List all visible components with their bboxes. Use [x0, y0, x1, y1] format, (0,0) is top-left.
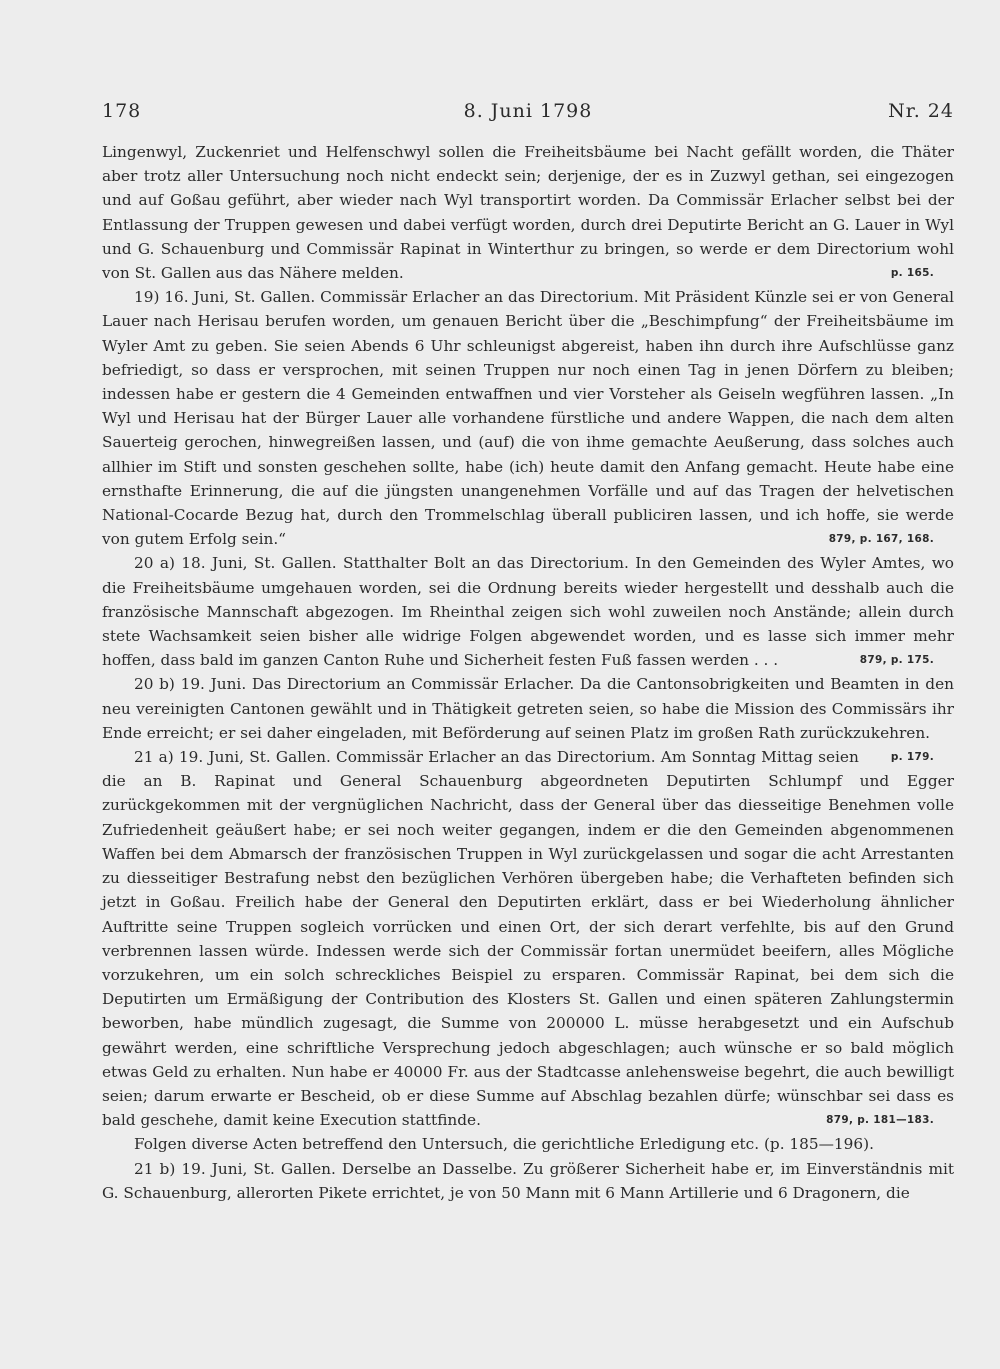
paragraph — [102, 745, 954, 1132]
paragraph — [102, 140, 954, 285]
paragraph-text: Lingenwyl, Zuckenriet und Helfenschwyl sollen die Freiheitsbäume bei Nacht gefällt worden, die Thäter aber trotz aller Untersuchung noch nicht endeckt sein; derjenige, der es in Zuzwyl gethan, sei eingezogen und auf Goßau geführt, aber wieder nach Wyl transportirt worden. Da Commissär Erlacher selbst bei der Entlassung der Truppen gewesen und dabei verfügt worden, durch drei Deputirte Bericht an G. Lauer in Wyl und G. Schauenburg und Commissär Rapinat in Winterthur zu bringen, so werde er dem Directorium wohl von St. Gallen aus das Nähere melden. — [102, 143, 954, 283]
paragraph-text: 21 b) 19. Juni, St. Gallen. Derselbe an Dasselbe. Zu größerer Sicherheit habe er, im Einverständnis mit G. Schauenburg, allerorten Pikete errichtet, je von 50 Mann mit 6 Mann Artillerie und 6 Dragonern, die — [102, 1159, 954, 1202]
page-number: 178 — [102, 100, 142, 122]
page-header — [102, 100, 954, 124]
running-title-date: 8. Juni 1798 — [463, 100, 593, 122]
source-reference: p. 179. — [890, 751, 934, 764]
document-number: Nr. 24 — [888, 100, 954, 122]
source-reference: 879, p. 167, 168. — [828, 533, 934, 546]
source-reference: p. 165. — [890, 267, 934, 280]
paragraph-text: 20 b) 19. Juni. Das Directorium an Commissär Erlacher. Da die Cantonsobrigkeiten und Beamten in den neu vereinigten Cantonen gewählt und in Thätigkeit getreten seien, so habe die Mission des Commissärs ihr Ende erreicht; er sei daher eingeladen, mit Beförderung auf seinen Platz im großen Rath zurückzukehren. — [102, 675, 954, 742]
paragraph-text: Folgen diverse Acten betreffend den Untersuch, die gerichtliche Erledigung etc. (p. 185—196). — [134, 1135, 874, 1154]
paragraph — [102, 551, 954, 672]
paragraph — [102, 1157, 954, 1205]
paragraph-text: 19) 16. Juni, St. Gallen. Commissär Erlacher an das Directorium. Mit Präsident Künzle sei er von General Lauer nach Herisau berufen worden, um genauen Bericht über die „Beschimpfung“ der Freiheitsbäume im Wyler Amt zu geben. Sie seien Abends 6 Uhr schleunigst abgereist, haben ihn durch ihre Aufschlüsse ganz befriedigt, so dass er versprochen, mit seinen Truppen nur noch einen Tag in jenen Dörfern zu bleiben; indessen habe er gestern die 4 Gemeinden entwaffnen und vier Vorsteher als Geiseln wegführen lassen. „In Wyl und Herisau hat der Bürger Lauer alle vorhandene fürstliche und andere Wappen, die nach dem alten Sauerteig gerochen, hinwegreißen lassen, und (auf) die von ihme gemachte Aeußerung, dass solches auch allhier im Stift und sonsten geschehen sollte, habe (ich) heute damit den Anfang gemacht. Heute habe eine ernsthafte Erinnerung, die auf die jüngsten unangenehmen Vorfälle und auf das Tragen der helvetischen National-Cocarde Bezug hat, durch den Trommelschlag überall publiciren lassen, und ich hoffe, sie werde von gutem Erfolg sein.“ — [102, 288, 954, 549]
paragraph — [102, 1132, 954, 1156]
paragraph-text: 21 a) 19. Juni, St. Gallen. Commissär Erlacher an das Directorium. Am Sonntag Mittag seien die an B. Rapinat und General Schauenburg abgeordneten Deputirten Schlumpf und Egger zurückgekommen mit der vergnüglichen Nachricht, dass der General über das diesseitige Benehmen volle Zufriedenheit geäußert habe; er sei noch weiter gegangen, indem er die den Gemeinden abgenommenen Waffen bei dem Abmarsch der französischen Truppen in Wyl zurückgelassen und sogar die acht Arrestanten zu diesseitiger Bestrafung nebst den bezüglichen Verhören übergeben habe; die Verhafteten befinden sich jetzt in Goßau. Freilich habe der General den Deputirten erklärt, dass er bei Wiederholung ähnlicher Auftritte seine Truppen sogleich vorrücken und einen Ort, der sich derart verfehlte, bis auf den Grund verbrennen lassen würde. Indessen werde sich der Commissär fortan unermüdet beeifern, alles Mögliche vorzukehren, um ein solch schreckliches Beispiel zu ersparen. Commissär Rapinat, bei dem sich die Deputirten um Ermäßigung der Contribution des Klosters St. Gallen und einen späteren Zahlungstermin beworben, habe mündlich zugesagt, die Summe von 200000 L. müsse herabgesetzt und ein Aufschub gewährt werden, eine schriftliche Versprechung jedoch abgeschlagen; auch wünsche er so bald möglich etwas Geld zu erhalten. Nun habe er 40000 Fr. aus der Stadtcasse anlehensweise begehrt, die auch bewilligt seien; darum erwarte er Bescheid, ob er diese Summe auf Abschlag bezahlen dürfe; wünschbar sei dass es bald geschehe, damit keine Execution stattfinde. — [102, 748, 954, 1130]
paragraph — [102, 672, 954, 764]
paragraph — [102, 285, 954, 551]
page-body — [102, 140, 954, 1205]
paragraph-text: 20 a) 18. Juni, St. Gallen. Statthalter Bolt an das Directorium. In den Gemeinden des Wyler Amtes, wo die Freiheitsbäume umgehauen worden, sei die Ordnung bereits wieder hergestellt und desshalb auch die französische Mannschaft abgezogen. Im Rheinthal zeigen sich wohl zuweilen noch Anstände; allein durch stete Wachsamkeit seien bisher alle widrige Folgen abgewendet worden, und es lasse sich immer mehr hoffen, dass bald im ganzen Canton Ruhe und Sicherheit festen Fuß fassen werden . . . — [102, 554, 954, 670]
source-reference: 879, p. 181—183. — [826, 1114, 934, 1127]
source-reference: 879, p. 175. — [859, 654, 934, 667]
